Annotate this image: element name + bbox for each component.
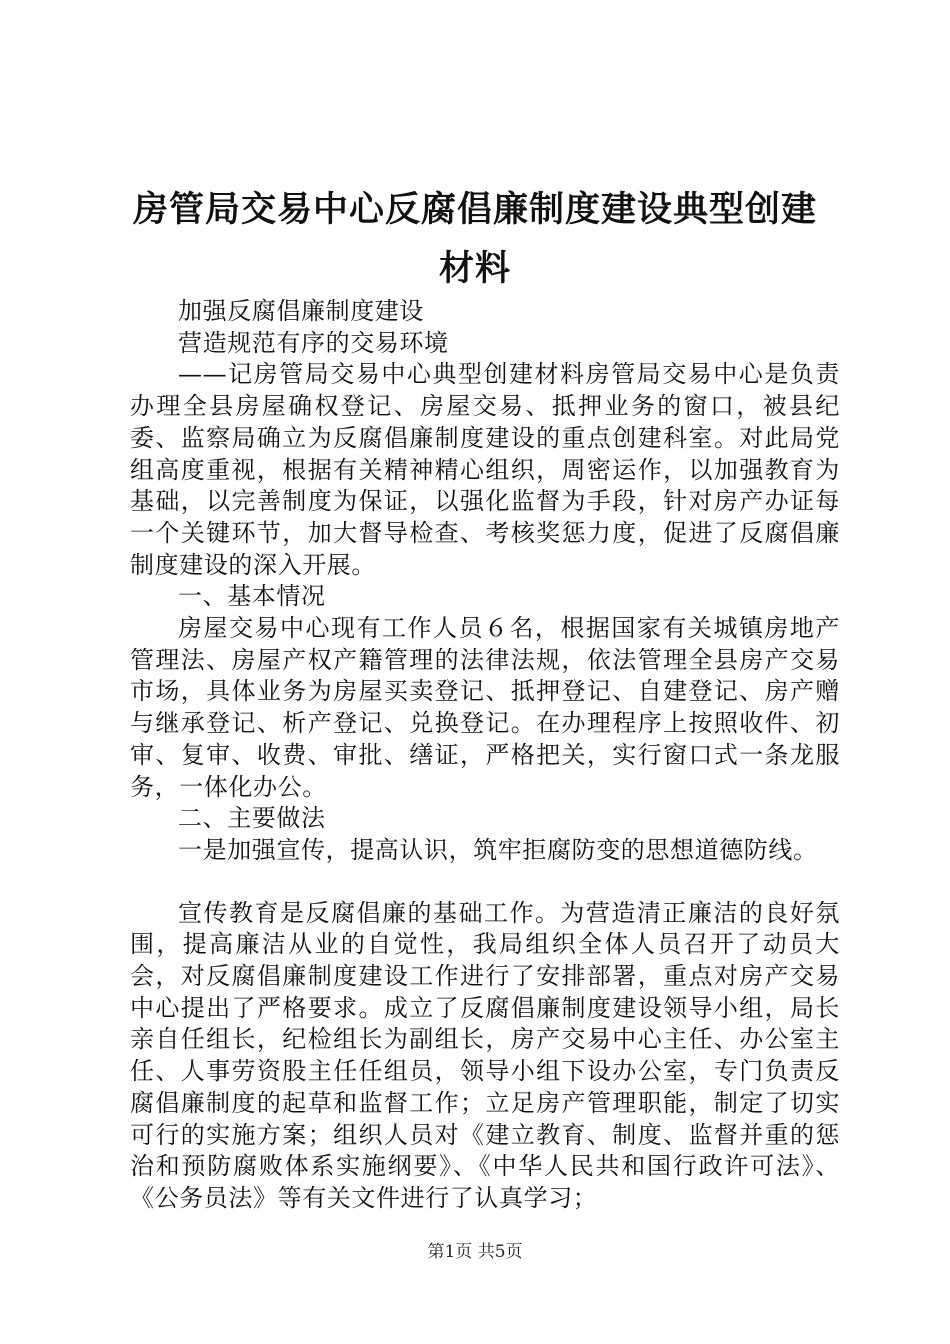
paragraph-heading-1: 加强反腐倡廉制度建设 (178, 297, 424, 325)
document-body (130, 296, 840, 1215)
paragraph-intro: ——记房管局交易中心典型创建材料房管局交易中心是负责办理全县房屋确权登记、房屋交易、抵押业务的窗口，被县纪委、监察局确立为反腐倡廉制度建设的重点创建科室。对此局党组高度重视，根据有关精神精心组织，周密运作，以加强教育为基础，以完善制度为保证，以强化监督为手段，针对房产办证每一个关键环节，加大督导检查、考核奖惩力度，促进了反腐倡廉制度建设的深入开展。 (130, 360, 840, 579)
paragraph-point-one: 一是加强宣传，提高认识，筑牢拒腐防变的思想道德防线。 (178, 835, 818, 864)
page-footer: 第1页 共5页 (427, 1242, 523, 1262)
section-heading-methods: 二、主要做法 (178, 804, 326, 833)
paragraph-heading-2: 营造规范有序的交易环境 (178, 328, 449, 357)
section-heading-basic: 一、基本情况 (178, 582, 326, 611)
paragraph-education: 宣传教育是反腐倡廉的基础工作。为营造清正廉洁的良好氛围，提高廉洁从业的自觉性，我局组织全体人员召开了动员大会，对反腐倡廉制度建设工作进行了安排部署，重点对房产交易中心提出了严格要求。成立了反腐倡廉制度建设领导小组，局长亲自任组长，纪检组长为副组长，房产交易中心主任、办公室主任、人事劳资股主任任组员，领导小组下设办公室，专门负责反腐倡廉制度的起草和监督工作；立足房产管理职能，制定了切实可行的实施方案；组织人员对《建立教育、制度、监督并重的惩治和预防腐败体系实施纲要》、《中华人民共和国行政许可法》、《公务员法》等有关文件进行了认真学习； (130, 898, 840, 1212)
document-title: 房管局交易中心反腐倡廉制度建设典型创建材料 (132, 189, 817, 289)
paragraph-basic: 房屋交易中心现有工作人员６名，根据国家有关城镇房地产管理法、房屋产权产籍管理的法律法规，依法管理全县房产交易市场，具体业务为房屋买卖登记、抵押登记、自建登记、房产赠与继承登记、析产登记、兑换登记。在办理程序上按照收件、初审、复审、收费、审批、缮证，严格把关，实行窗口式一条龙服务，一体化办公。 (130, 614, 840, 801)
